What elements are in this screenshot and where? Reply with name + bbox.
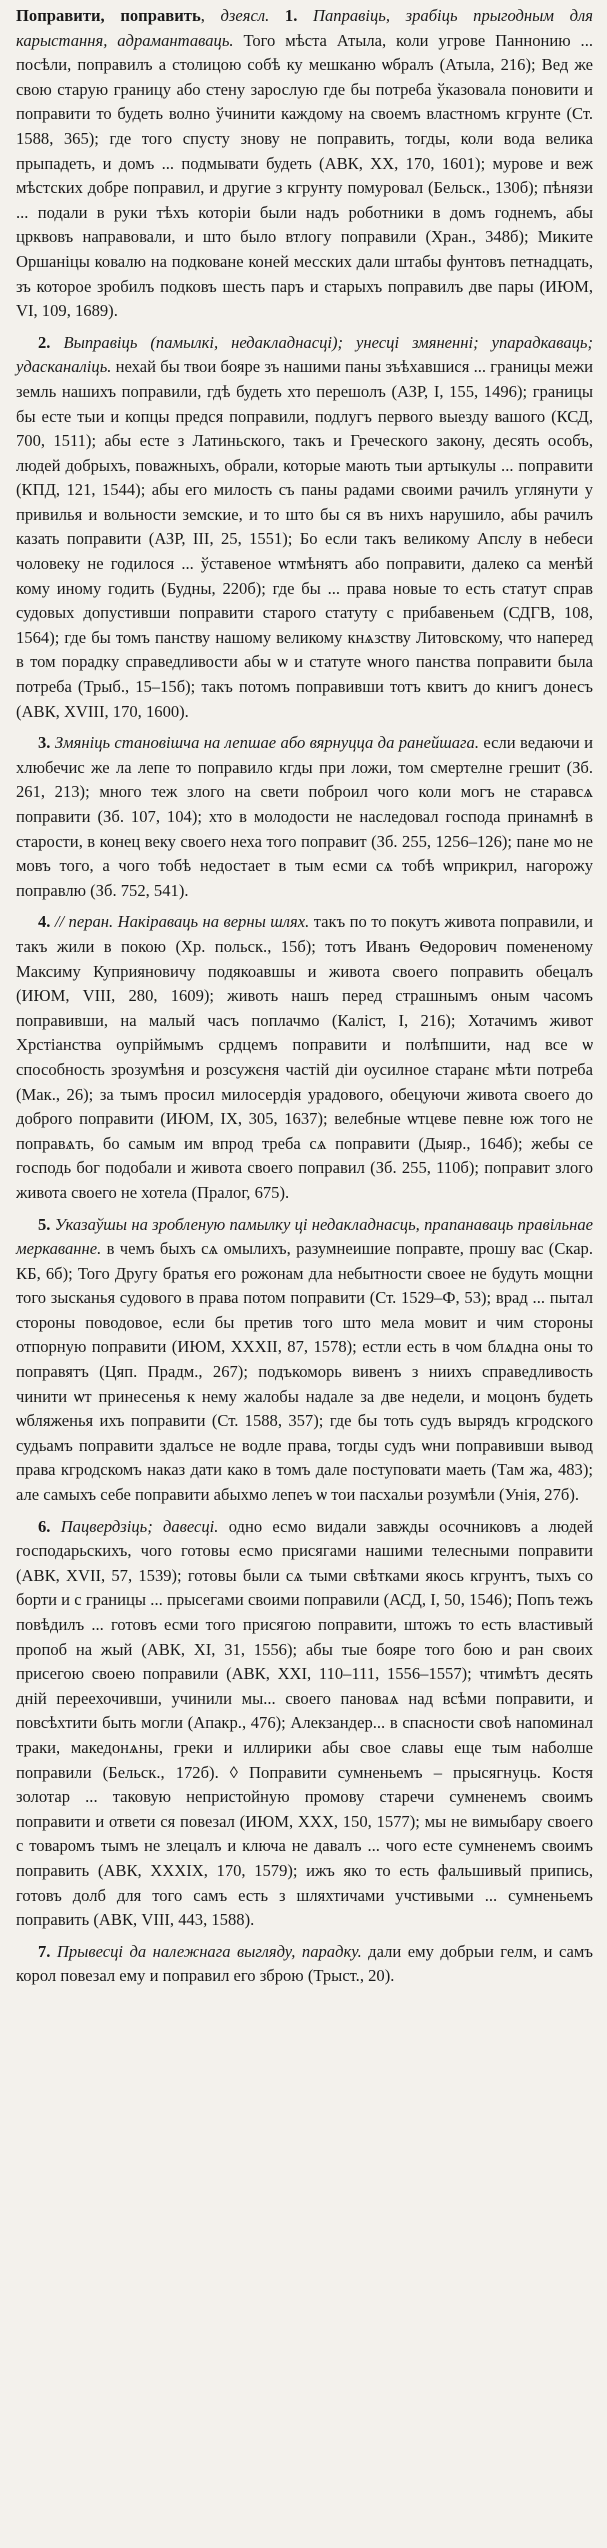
headword: Поправити, поправить	[16, 6, 201, 25]
entry-sense-7	[16, 1940, 593, 1989]
sense-citations: Того мѣста Атыла, коли угрове Паннонию ... посѣли, поправилъ а столицою собѣ ку мешканю ѡбралъ (Атыла, 216); Вед же свою старую границу або стену зарослую где бы потреба ўказовала поновити и поправити то будеть волно ўчинити каждому на своемъ властномъ кгрунте (Ст. 1588, 365); где тогo спусту знову не поправить, тогды, коли вода велика прыпадеть, и домъ ... подмывати будеть (АВК, XX, 170, 1601); мурове и веж мѣстских добре поправил, и другие з кгрунту помуровал (Бельск., 130б); пѣнязи ... подали в руки тѣхъ которіи были надъ роботники в домъ годнемъ, абы црквовъ направовали, и што было втлогу поправили (Хран., 348б); Миките Оршаніцы ковалю на подковане коней месских дали штабы фунтовъ петнадцать, зъ которое зробилъ подковъ шесть паръ и старыхъ поправилъ две пары (ИЮМ, VI, 109, 1689).	[16, 30, 594, 321]
sense-citations: такъ по то покутъ живота поправили, и такъ жили в покою (Хр. польск., 15б); тотъ Иванъ Ѳедорович помененому Максиму Куприяновичу подякоавшы и живота своего поправить обецалъ (ИЮМ, VIII, 280, 1609); животь нашъ перед страшнымъ оным часомъ поправивши, на малый часъ поплачмо (Каліст, I, 216); Хотачимъ живот Хрстіанства оупріймымъ срдцемъ поправити и полѣпшити, над все ѡ способность зрозумѣня и розсужєня частій діи оусилное старанє мѣти потреба (Мак., 26); за тымъ просил милосердія урадового, обецуючи живота своего до доброго поправити (ИЮМ, IX, 305, 1637); велебные ѡтцеве певне юж того не поправѧть, бо самым им впрод треба сѧ поправити (Дыяр., 164б); жебы се господь бог подобали и живота своего поправил (Зб. 255, 110б); поправит злого живота своего не хотела (Пралог, 675).	[16, 912, 593, 1202]
sense-number: 1.	[284, 6, 298, 25]
sense-citations: если ведаючи и хлюбечис же ла лепе то поправило кгды при ложи, том смертелне грешит (Зб. 261, 213); много теж злого на свети поброил чого коли могъ не старавсѧ поправити (Зб. 107, 104); хто в молодости не наследовал господа принамнѣ в старости, в конец веку своего неха того поправит (Зб. 255, 1256–126); пане мо не мовъ того, а чого тобѣ недостает в тым есми сѧ тобѣ ѡприкрил, нагорожу поправлю (Зб. 752, 541).	[16, 733, 593, 900]
sense-number: 2.	[38, 332, 51, 352]
grammar-label: дзеясл.	[220, 6, 270, 25]
entry-sense-1: Поправити, поправить, дзеясл. 1. Паправіць, зрабіць прыгодным для карыстання, адрамантаваць. Того мѣста Атыла, коли угрове Паннонию ... посѣли, поправилъ а столицою собѣ ку мешканю ѡбралъ (Атыла, 216); Вед же свою старую границу або стену зарослую где бы потреба ўказовала поновити и поправити то будеть волно ўчинити каждому на своемъ властномъ кгрунте (Ст. 1588, 365); где тогo спусту знову не поправить, тогды, коли вода велика прыпадеть, и домъ ... подмывати будеть (АВК, XX, 170, 1601); мурове и веж мѣстских добре поправил, и другие з кгрунту помуровал (Бельск., 130б); пѣнязи ... подали в руки тѣхъ которіи были надъ роботники в домъ годнемъ, абы црквовъ направовали, и што было втлогу поправили (Хран., 348б); Миките Оршаніцы ковалю на подковане коней месских дали штабы фунтовъ петнадцать, зъ которое зробилъ подковъ шесть паръ и старыхъ поправилъ две пары (ИЮМ, VI, 109, 1689).	[16, 6, 594, 321]
sense-citations: одно есмо видали завжды осочниковъ а людей господарьскихъ, чого готовы есмо присягами нашими телесными поправити (АВК, XVII, 57, 1539); готовы были сѧ тыми свѣтками якось кгрунтъ, тыхъ со борти и с границы ... прысегами своими поправили (АСД, I, 50, 1546); Попъ тежъ повѣдилъ ... готовъ есми того присягою поправити, штожъ то есть властивый пропоб на жый (АВК, XI, 31, 1556); абы тые бояре того бою и ран своих присегою своею поправили (АВК, XXI, 110–111, 1556–1557); чтимѣтъ десять дній переехочивши, учинили мы... своего пановаѧ над всѣми поправити, и повсѣхтити быть могли (Апакр., 476); Алекзандер... в спасности своѣ напоминал траки, македонѧны, греки и иллирики абы свое славы еще тым наболше поправили (Бельск., 172б). ◊ Поправити сумненьемъ – прысягнуць. Костя золотар ... таковую непристойную промову старечи сумненемъ своимъ поправити и ответи ся повезал (ИЮМ, XXX, 150, 1577); мы не вимыбару своего с товаромъ тымъ не злецалъ и ключа не давалъ ... чого есте сумненемъ своимъ поправить (АВК, XXXIX, 170, 1579); ижъ яко то есть фальшивый припись, готовъ долб для того самъ есть з шляхтичами учстивыми ... сумненьемъ поправить (АВК, VIII, 443, 1588).	[16, 1516, 594, 1930]
sense-definition: Змяніць становішча на лепшае або вярнуцца да ранейшага.	[54, 733, 479, 753]
sense-definition: Указаўшы на зробленую памылку ці недакладнасць, прапанаваць правільнае меркаванне.	[16, 1214, 593, 1259]
sense-citations: нехай бы твои бояре зъ нашими паны зъѣхавшися ... границы межи земль нашихъ поправили, гдѣ будеть хто перешолъ (АЗР, I, 155, 1496); границы бы есте тыи и копцы предся поправили, подлугъ первого выезду вашого (КСД, 700, 1511); абы есте з Латиньского, такъ и Греческого закону, десять особъ, людей добрыхъ, поважныхъ, обрали, которые мають тыи артыкулы ... поправити (КПД, 121, 1544); абы его милость съ паны радами своими рачилъ углянути у привилья и вольности земские, и то што бы ся въ нихъ нарушило, абы рачилъ казать поправити (АЗР, III, 25, 1551); Бо если такъ великому Апслу в небеси чоловеку не годилося ... ўставеное ѡтмѣнятъ або поправити, далеко са менѣй кому иному годить (Будны, 220б); где бы ... права новые то есть статут справ судовых допустивши поправити старого статуту с прибавеньем (СДГВ, 108, 1564); где бы томъ панству нашому великому кнѧзству Литовскому, что наперед в том порадку справедливости абы ѡ и статуте ѡного панства поправити была потреба (Трыб., 15–15б); такъ потомъ поправивши тотъ квитъ до книгъ донесъ (АВК, XVIII, 170, 1600).	[16, 357, 593, 721]
sense-definition: Прывесці да належнага выгляду, парадку.	[56, 1941, 362, 1961]
sense-number: 4.	[38, 912, 51, 932]
entry-sense-5	[16, 1213, 593, 1508]
sense-citations: в чемъ быхъ сѧ омылихъ, разумнеишие поправте, прошу вас (Скар. КБ, 6б); Того Другу братья его рожонам дла небытности своее не будуть мощни того зысканья судового в права потом поправити (Ст. 1529–Ф, 53); врад ... пытал стороны поводовое, если бы претив того што мела мовит и чим стороны отпорную поправити (ИЮМ, XXXII, 87, 1578); естли есть в чом блѧдна оны то поправятъ (Цяп. Прадм., 267); подъкоморь вивенъ з ниихъ справедливость чинити ѡт принесенья к нему жалобы надале за две недели, и моцонъ будеть ѡбляженья ихъ поправити (Ст. 1588, 357); где бы тоть судъ вырядъ кгродского судьамъ поправити здалъсе не водле права, тогды судъ ѡни поправивши вывод права кгродскомъ наказ дати како в томъ дале поступовати маеть (Там жа, 483); але самыхъ себе поправити абыхмо лепеъ ѡ тои пасхальи розумѣли (Унія, 27б).	[16, 1239, 594, 1505]
entry-sense-2	[16, 331, 593, 725]
sense-definition: // перан. Накіраваць на верны шлях.	[54, 912, 310, 932]
entry-sense-6	[16, 1515, 593, 1933]
sense-definition: Пацвердзіць; давесці.	[60, 1516, 219, 1536]
sense-number: 6.	[38, 1516, 51, 1536]
sense-definition: Паправіць, зрабіць прыгодным для карыстання, адрамантаваць.	[16, 6, 593, 50]
sense-definition: Выправіць (памылкі, недакладнасці); унесці змяненні; упарадкаваць; удасканаліць.	[16, 332, 593, 377]
sense-number: 3.	[38, 733, 51, 753]
sense-number: 5.	[38, 1214, 51, 1234]
entry-sense-4	[16, 910, 593, 1205]
sense-number: 7.	[38, 1941, 51, 1961]
entry-sense-3	[16, 731, 593, 903]
sense-citations: дали ему добрыи гелм, и самъ корол повезал ему и поправил его зброю (Трыст., 20).	[16, 1941, 593, 1986]
